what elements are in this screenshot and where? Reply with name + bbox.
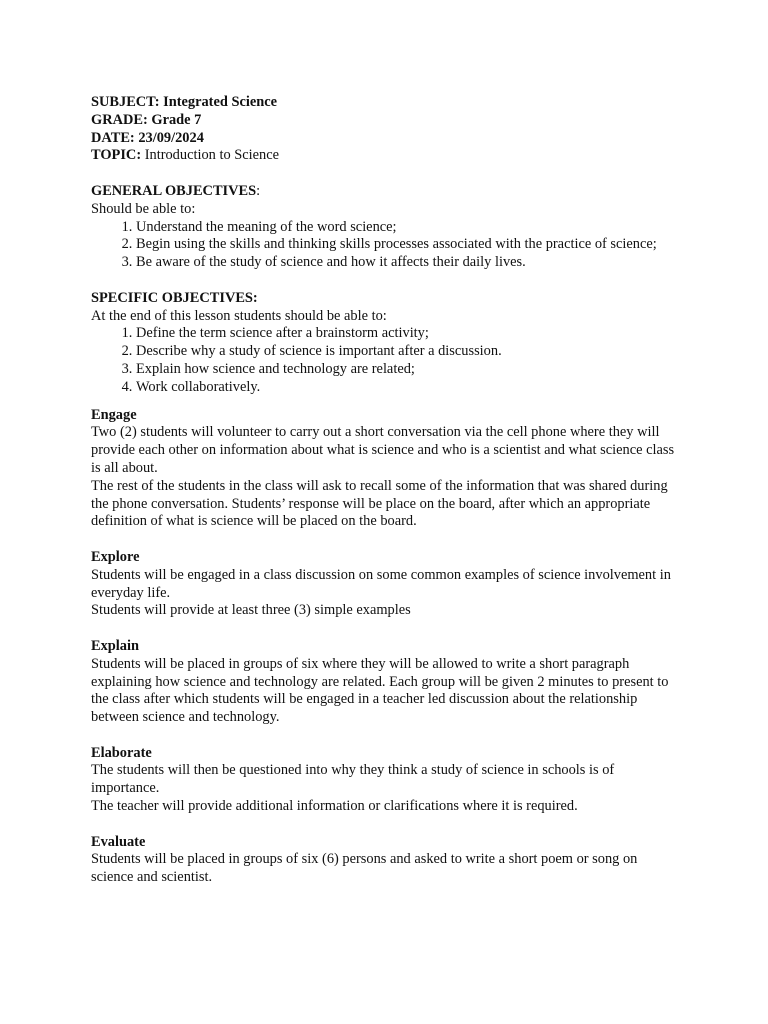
list-item: 3. Be aware of the study of science and how it affects their daily lives.	[136, 254, 681, 272]
subject-line	[91, 94, 681, 112]
list-item: 1. Define the term science after a brainstorm activity;	[136, 325, 681, 343]
explore-paragraph-2: Students will provide at least three (3) simple examples	[91, 602, 411, 619]
specific-objectives-heading: SPECIFIC OBJECTIVES:	[91, 289, 258, 306]
list-item: 2. Describe why a study of science is important after a discussion.	[136, 343, 681, 361]
general-objectives-heading: GENERAL OBJECTIVES:	[91, 182, 261, 199]
date-value: 23/09/2024	[138, 129, 204, 146]
evaluate-paragraph-1: Students will be placed in groups of six (6) persons and asked to write a short poem or song on science and scientist.	[91, 851, 638, 886]
elaborate-paragraph-1: The students will then be questioned into why they think a study of science in schools is of importance.	[91, 762, 615, 797]
topic-label: TOPIC:	[91, 147, 142, 164]
topic-value: Introduction to Science	[141, 147, 279, 164]
explore-heading: Explore	[91, 548, 140, 565]
date-line	[91, 130, 681, 148]
subject-label: SUBJECT:	[91, 94, 160, 110]
engage-paragraph-2: The rest of the students in the class will ask to recall some of the information that was shared during the phone conversation. Students’ response will be place on the board, after which an appropriate definition of what is science will be placed on the board.	[91, 477, 668, 530]
explore-paragraph-1: Students will be engaged in a class discussion on some common examples of science involvement in everyday life.	[91, 566, 671, 601]
elaborate-heading: Elaborate	[91, 744, 152, 761]
general-objectives-intro: Should be able to:	[91, 200, 196, 217]
list-item: 2. Begin using the skills and thinking skills processes associated with the practice of science;	[136, 236, 681, 254]
engage-heading: Engage	[91, 406, 137, 423]
grade-value: Grade 7	[151, 111, 202, 128]
general-objectives-list	[91, 219, 681, 272]
specific-objectives-intro: At the end of this lesson students should be able to:	[91, 307, 387, 324]
date-label: DATE:	[91, 129, 135, 146]
specific-objectives-list	[91, 325, 681, 396]
subject-value: Integrated Science	[163, 94, 278, 110]
elaborate-paragraph-2: The teacher will provide additional information or clarifications where it is required.	[91, 798, 578, 815]
list-item: 4. Work collaboratively.	[136, 379, 681, 397]
explain-heading: Explain	[91, 637, 139, 654]
grade-label: GRADE:	[91, 111, 148, 128]
list-item: 1. Understand the meaning of the word science;	[136, 219, 681, 237]
engage-paragraph-1: Two (2) students will volunteer to carry out a short conversation via the cell phone where they will provide each other on information about what is science and who is a scientist and what science class is all about.	[91, 424, 675, 476]
explain-paragraph-1: Students will be placed in groups of six where they will be allowed to write a short paragraph explaining how science and technology are related. Each group will be given 2 minutes to present to the class after which students will be engaged in a teacher led discussion about the relationship between science and technology.	[91, 655, 669, 726]
lesson-plan-document	[91, 94, 681, 887]
evaluate-heading: Evaluate	[91, 833, 146, 850]
topic-line	[91, 147, 681, 165]
list-item: 3. Explain how science and technology are related;	[136, 361, 681, 379]
grade-line	[91, 112, 681, 130]
